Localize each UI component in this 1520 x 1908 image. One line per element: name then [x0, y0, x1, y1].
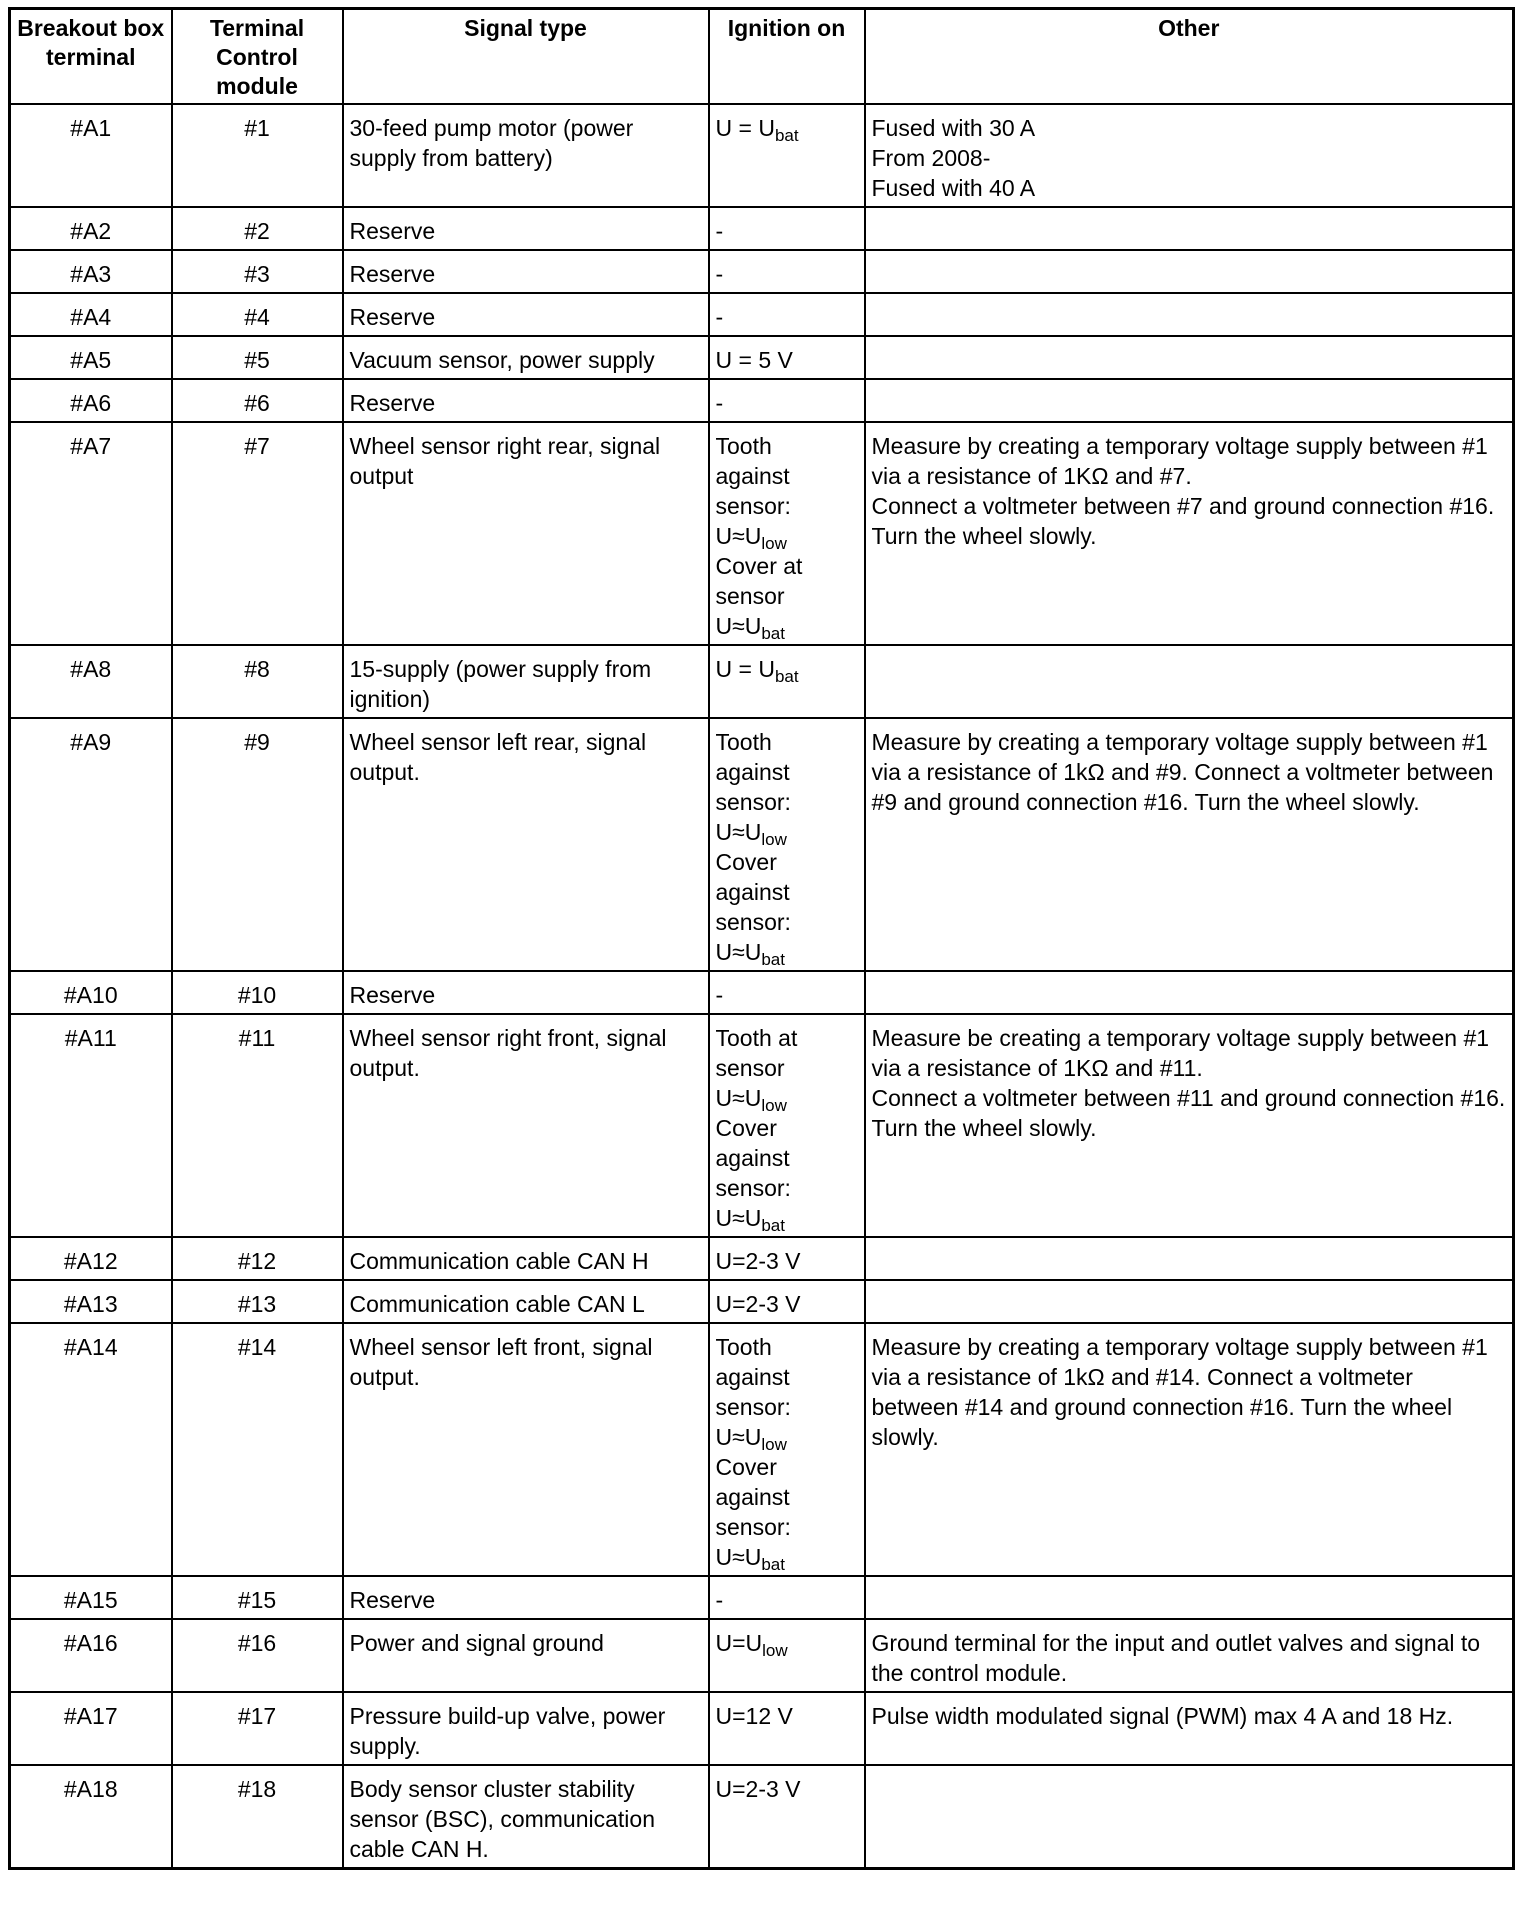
ignition-line — [716, 521, 858, 551]
breakout-box-terminal-cell: #A18 — [10, 1765, 172, 1869]
ignition-line — [716, 1585, 858, 1615]
ignition-on-cell — [709, 250, 865, 293]
ignition-line — [716, 491, 858, 521]
terminal-table — [8, 7, 1515, 1870]
header-signal-type: Signal type — [343, 9, 709, 105]
ignition-text: Tooth at — [715, 1025, 798, 1051]
breakout-box-terminal-cell: #A12 — [10, 1237, 172, 1280]
ignition-line — [716, 1512, 858, 1542]
ignition-text: U≈U — [715, 939, 762, 965]
ignition-text: against — [715, 1364, 790, 1390]
ignition-line — [716, 461, 858, 491]
other-notes-cell — [865, 1765, 1514, 1869]
other-note-line: Measure by creating a temporary voltage supply between #1 via a resistance of 1kΩ and #9. Connect a voltmeter between #9 and ground connection #16. Turn the wheel slowly. — [871, 729, 1494, 815]
signal-type-cell: Wheel sensor right front, signal output. — [343, 1014, 709, 1237]
control-module-terminal-cell: #12 — [172, 1237, 343, 1280]
other-notes-cell — [865, 1237, 1514, 1280]
other-note-line: Fused with 40 A — [871, 175, 1036, 201]
ignition-line — [716, 1053, 858, 1083]
table-body — [10, 104, 1514, 1869]
ignition-text: - — [715, 218, 724, 244]
header-terminal-control: Terminal Control module — [172, 9, 343, 105]
ignition-on-cell — [709, 1619, 865, 1692]
ignition-on-cell — [709, 1280, 865, 1323]
breakout-box-terminal-cell: #A5 — [10, 336, 172, 379]
ignition-line — [716, 1203, 858, 1233]
header-row — [10, 9, 1514, 105]
signal-type-cell: Communication cable CAN L — [343, 1280, 709, 1323]
table-row — [10, 379, 1514, 422]
breakout-box-terminal-cell: #A7 — [10, 422, 172, 645]
other-notes-cell — [865, 379, 1514, 422]
ignition-on-cell — [709, 1014, 865, 1237]
ignition-text: sensor: — [715, 909, 791, 935]
other-notes-cell — [865, 718, 1514, 971]
table-row — [10, 422, 1514, 645]
table-row — [10, 1237, 1514, 1280]
ignition-on-cell — [709, 207, 865, 250]
ignition-text: Cover — [715, 1454, 777, 1480]
signal-type-cell: Communication cable CAN H — [343, 1237, 709, 1280]
table-row — [10, 1692, 1514, 1765]
ignition-line — [716, 1392, 858, 1422]
table-row — [10, 645, 1514, 718]
ignition-line — [716, 1422, 858, 1452]
control-module-terminal-cell: #5 — [172, 336, 343, 379]
other-notes-cell — [865, 422, 1514, 645]
control-module-terminal-cell: #18 — [172, 1765, 343, 1869]
table-row — [10, 718, 1514, 971]
ignition-text: Cover at — [715, 553, 803, 579]
ignition-text: U=2-3 V — [715, 1248, 801, 1274]
other-note-line: Measure by creating a temporary voltage supply between #1 via a resistance of 1kΩ and #14. Connect a voltmeter between #14 and ground connection #16. Turn the wheel slowly. — [871, 1334, 1488, 1450]
ignition-on-cell — [709, 379, 865, 422]
signal-type-cell: 15-supply (power supply from ignition) — [343, 645, 709, 718]
table-row — [10, 1765, 1514, 1869]
control-module-terminal-cell: #9 — [172, 718, 343, 971]
signal-type-cell: 30-feed pump motor (power supply from battery) — [343, 104, 709, 207]
breakout-box-terminal-cell: #A17 — [10, 1692, 172, 1765]
control-module-terminal-cell: #16 — [172, 1619, 343, 1692]
ignition-line — [716, 1362, 858, 1392]
ignition-line — [716, 345, 858, 375]
ignition-line — [716, 581, 858, 611]
other-notes-cell — [865, 1619, 1514, 1692]
ignition-line — [716, 1083, 858, 1113]
breakout-box-terminal-cell: #A2 — [10, 207, 172, 250]
ignition-line — [716, 1628, 858, 1658]
ignition-line — [716, 1774, 858, 1804]
ignition-text: Cover — [715, 1115, 777, 1141]
ignition-text: sensor: — [715, 1175, 791, 1201]
other-notes-cell — [865, 104, 1514, 207]
signal-type-cell: Wheel sensor left front, signal output. — [343, 1323, 709, 1576]
control-module-terminal-cell: #11 — [172, 1014, 343, 1237]
ignition-subscript: low — [761, 1435, 787, 1454]
ignition-line — [716, 611, 858, 641]
header-breakout-box: Breakout box terminal — [10, 9, 172, 105]
other-notes-cell — [865, 645, 1514, 718]
ignition-text: - — [715, 1587, 724, 1613]
control-module-terminal-cell: #14 — [172, 1323, 343, 1576]
ignition-text: sensor: — [715, 1514, 791, 1540]
ignition-text: U=12 V — [715, 1703, 793, 1729]
breakout-box-terminal-cell: #A16 — [10, 1619, 172, 1692]
ignition-text: U=U — [715, 1630, 763, 1656]
breakout-box-terminal-cell: #A8 — [10, 645, 172, 718]
ignition-line — [716, 302, 858, 332]
ignition-text: U=2-3 V — [715, 1291, 801, 1317]
breakout-box-terminal-cell: #A6 — [10, 379, 172, 422]
other-notes-cell — [865, 1576, 1514, 1619]
ignition-line — [716, 1246, 858, 1276]
control-module-terminal-cell: #6 — [172, 379, 343, 422]
other-note-line: Fused with 30 A — [871, 115, 1036, 141]
ignition-subscript: bat — [774, 126, 799, 145]
control-module-terminal-cell: #13 — [172, 1280, 343, 1323]
ignition-line — [716, 388, 858, 418]
ignition-line — [716, 727, 858, 757]
ignition-subscript: bat — [761, 1555, 785, 1574]
ignition-on-cell — [709, 422, 865, 645]
ignition-line — [716, 757, 858, 787]
control-module-terminal-cell: #8 — [172, 645, 343, 718]
other-note-line: Pulse width modulated signal (PWM) max 4 A and 18 Hz. — [871, 1703, 1454, 1729]
ignition-text: Tooth — [715, 1334, 772, 1360]
ignition-text: sensor: — [715, 493, 791, 519]
ignition-line — [716, 1173, 858, 1203]
ignition-text: against — [715, 879, 790, 905]
other-note-line: Measure be creating a temporary voltage supply between #1 via a resistance of 1KΩ and #11. — [871, 1025, 1490, 1081]
ignition-subscript: bat — [761, 950, 785, 969]
ignition-line — [716, 431, 858, 461]
table-row — [10, 1619, 1514, 1692]
signal-type-cell: Reserve — [343, 207, 709, 250]
ignition-line — [716, 907, 858, 937]
ignition-line — [716, 1482, 858, 1512]
ignition-text: against — [715, 759, 790, 785]
signal-type-cell: Body sensor cluster stability sensor (BSC), communication cable CAN H. — [343, 1765, 709, 1869]
other-note-line: Connect a voltmeter between #11 and ground connection #16. Turn the wheel slowly. — [871, 1085, 1506, 1141]
ignition-text: U≈U — [715, 1424, 762, 1450]
ignition-line — [716, 1542, 858, 1572]
table-row — [10, 250, 1514, 293]
ignition-line — [716, 654, 858, 684]
control-module-terminal-cell: #10 — [172, 971, 343, 1014]
signal-type-cell: Wheel sensor left rear, signal output. — [343, 718, 709, 971]
ignition-text: U≈U — [715, 819, 762, 845]
signal-type-cell: Power and signal ground — [343, 1619, 709, 1692]
ignition-on-cell — [709, 1323, 865, 1576]
ignition-subscript: bat — [761, 624, 785, 643]
control-module-terminal-cell: #7 — [172, 422, 343, 645]
control-module-terminal-cell: #3 — [172, 250, 343, 293]
ignition-line — [716, 1701, 858, 1731]
breakout-box-terminal-cell: #A11 — [10, 1014, 172, 1237]
other-notes-cell — [865, 1323, 1514, 1576]
breakout-box-terminal-cell: #A1 — [10, 104, 172, 207]
ignition-text: against — [715, 1145, 790, 1171]
ignition-subscript: low — [761, 1096, 787, 1115]
ignition-line — [716, 877, 858, 907]
signal-type-cell: Wheel sensor right rear, signal output — [343, 422, 709, 645]
ignition-on-cell — [709, 1765, 865, 1869]
ignition-text: against — [715, 1484, 790, 1510]
other-note-line: Ground terminal for the input and outlet valves and signal to the control module. — [871, 1630, 1481, 1686]
ignition-text: sensor — [715, 583, 785, 609]
other-notes-cell — [865, 1692, 1514, 1765]
ignition-subscript: bat — [774, 667, 799, 686]
other-notes-cell — [865, 293, 1514, 336]
ignition-text: U = 5 V — [715, 347, 793, 373]
ignition-line — [716, 1113, 858, 1143]
other-notes-cell — [865, 207, 1514, 250]
ignition-text: - — [715, 304, 724, 330]
ignition-text: U≈U — [715, 1085, 762, 1111]
other-note-line: Measure by creating a temporary voltage supply between #1 via a resistance of 1KΩ and #7. — [871, 433, 1488, 489]
ignition-text: U≈U — [715, 523, 762, 549]
ignition-line — [716, 980, 858, 1010]
ignition-text: Tooth — [715, 729, 772, 755]
ignition-text: U≈U — [715, 1205, 762, 1231]
ignition-line — [716, 113, 858, 143]
signal-type-cell: Reserve — [343, 971, 709, 1014]
ignition-text: against — [715, 463, 790, 489]
table-row — [10, 207, 1514, 250]
other-notes-cell — [865, 971, 1514, 1014]
breakout-box-terminal-cell: #A9 — [10, 718, 172, 971]
ignition-on-cell — [709, 1692, 865, 1765]
ignition-text: Cover — [715, 849, 777, 875]
ignition-on-cell — [709, 293, 865, 336]
ignition-on-cell — [709, 645, 865, 718]
breakout-box-terminal-cell: #A14 — [10, 1323, 172, 1576]
other-notes-cell — [865, 250, 1514, 293]
ignition-line — [716, 937, 858, 967]
ignition-on-cell — [709, 971, 865, 1014]
control-module-terminal-cell: #1 — [172, 104, 343, 207]
other-notes-cell — [865, 1280, 1514, 1323]
signal-type-cell: Reserve — [343, 293, 709, 336]
other-note-line: From 2008- — [871, 145, 991, 171]
control-module-terminal-cell: #2 — [172, 207, 343, 250]
table-row — [10, 293, 1514, 336]
signal-type-cell: Pressure build-up valve, power supply. — [343, 1692, 709, 1765]
other-notes-cell — [865, 1014, 1514, 1237]
control-module-terminal-cell: #4 — [172, 293, 343, 336]
ignition-text: - — [715, 390, 724, 416]
ignition-text: sensor: — [715, 789, 791, 815]
ignition-text: sensor — [715, 1055, 785, 1081]
ignition-text: sensor: — [715, 1394, 791, 1420]
signal-type-cell: Reserve — [343, 379, 709, 422]
table-row — [10, 1280, 1514, 1323]
ignition-line — [716, 216, 858, 246]
breakout-box-terminal-cell: #A3 — [10, 250, 172, 293]
other-note-line: Connect a voltmeter between #7 and ground connection #16. Turn the wheel slowly. — [871, 493, 1495, 549]
ignition-subscript: low — [761, 830, 787, 849]
ignition-on-cell — [709, 718, 865, 971]
breakout-box-terminal-cell: #A13 — [10, 1280, 172, 1323]
ignition-subscript: bat — [761, 1216, 785, 1235]
ignition-line — [716, 1289, 858, 1319]
ignition-line — [716, 1143, 858, 1173]
breakout-box-terminal-cell: #A4 — [10, 293, 172, 336]
ignition-on-cell — [709, 336, 865, 379]
ignition-subscript: low — [762, 1641, 788, 1660]
ignition-text: - — [715, 982, 724, 1008]
table-row — [10, 1323, 1514, 1576]
control-module-terminal-cell: #17 — [172, 1692, 343, 1765]
ignition-line — [716, 787, 858, 817]
table-row — [10, 1014, 1514, 1237]
ignition-line — [716, 551, 858, 581]
other-notes-cell — [865, 336, 1514, 379]
table-row — [10, 971, 1514, 1014]
breakout-box-terminal-cell: #A10 — [10, 971, 172, 1014]
ignition-line — [716, 1332, 858, 1362]
breakout-box-terminal-cell: #A15 — [10, 1576, 172, 1619]
ignition-subscript: low — [761, 534, 787, 553]
ignition-text: U≈U — [715, 1544, 762, 1570]
ignition-line — [716, 847, 858, 877]
signal-type-cell: Vacuum sensor, power supply — [343, 336, 709, 379]
ignition-line — [716, 1452, 858, 1482]
ignition-text: U = U — [715, 656, 775, 682]
table-row — [10, 104, 1514, 207]
ignition-line — [716, 817, 858, 847]
signal-type-cell: Reserve — [343, 1576, 709, 1619]
control-module-terminal-cell: #15 — [172, 1576, 343, 1619]
header-ignition-on: Ignition on — [709, 9, 865, 105]
ignition-line — [716, 259, 858, 289]
ignition-text: U=2-3 V — [715, 1776, 801, 1802]
ignition-text: Tooth — [715, 433, 772, 459]
header-other: Other — [865, 9, 1514, 105]
ignition-line — [716, 1023, 858, 1053]
signal-type-cell: Reserve — [343, 250, 709, 293]
table-row — [10, 1576, 1514, 1619]
ignition-text: U≈U — [715, 613, 762, 639]
ignition-text: U = U — [715, 115, 775, 141]
ignition-on-cell — [709, 1576, 865, 1619]
table-row — [10, 336, 1514, 379]
ignition-text: - — [715, 261, 724, 287]
ignition-on-cell — [709, 1237, 865, 1280]
ignition-on-cell — [709, 104, 865, 207]
